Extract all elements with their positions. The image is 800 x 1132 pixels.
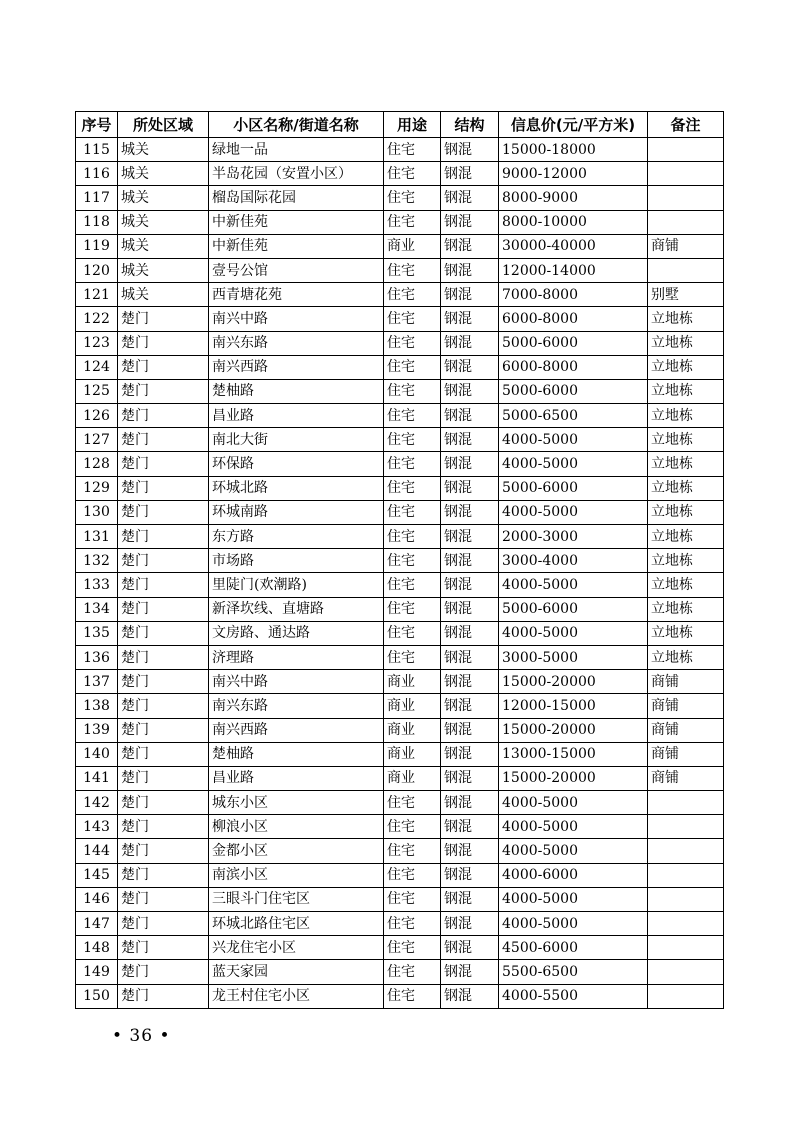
cell-structure: 钢混 [441,186,499,210]
cell-structure: 钢混 [441,573,499,597]
header-community-name: 小区名称/街道名称 [209,112,384,138]
cell-structure: 钢混 [441,718,499,742]
table-row [76,234,724,258]
cell-structure: 钢混 [441,936,499,960]
cell-index: 148 [76,936,118,960]
cell-structure: 钢混 [441,984,499,1008]
cell-remarks: 立地栋 [648,500,724,524]
cell-price: 4000-6000 [499,863,648,887]
cell-index: 127 [76,428,118,452]
cell-usage: 住宅 [384,307,441,331]
cell-structure: 钢混 [441,210,499,234]
header-district: 所处区域 [118,112,209,138]
cell-usage: 商业 [384,670,441,694]
cell-district: 楚门 [118,766,209,790]
cell-usage: 住宅 [384,379,441,403]
cell-community-name: 市场路 [209,549,384,573]
cell-remarks: 商铺 [648,670,724,694]
cell-community-name: 半岛花园（安置小区） [209,162,384,186]
cell-district: 楚门 [118,912,209,936]
cell-structure: 钢混 [441,525,499,549]
cell-index: 137 [76,670,118,694]
cell-usage: 商业 [384,234,441,258]
cell-structure: 钢混 [441,742,499,766]
cell-remarks: 立地栋 [648,355,724,379]
cell-price: 8000-10000 [499,210,648,234]
cell-community-name: 环城南路 [209,500,384,524]
cell-community-name: 中新佳苑 [209,210,384,234]
cell-index: 117 [76,186,118,210]
cell-price: 4000-5000 [499,887,648,911]
cell-price: 4000-5000 [499,912,648,936]
cell-index: 135 [76,621,118,645]
cell-index: 142 [76,791,118,815]
cell-structure: 钢混 [441,234,499,258]
cell-remarks: 别墅 [648,283,724,307]
cell-structure: 钢混 [441,404,499,428]
cell-community-name: 金都小区 [209,839,384,863]
cell-usage: 住宅 [384,549,441,573]
cell-structure: 钢混 [441,694,499,718]
cell-community-name: 柳浪小区 [209,815,384,839]
table-row [76,307,724,331]
cell-price: 4000-5500 [499,984,648,1008]
cell-price: 4000-5000 [499,573,648,597]
cell-usage: 商业 [384,766,441,790]
cell-community-name: 环保路 [209,452,384,476]
cell-district: 城关 [118,210,209,234]
cell-usage: 住宅 [384,791,441,815]
cell-community-name: 南北大街 [209,428,384,452]
cell-district: 楚门 [118,379,209,403]
table-row [76,283,724,307]
table-row [76,452,724,476]
cell-remarks: 立地栋 [648,452,724,476]
cell-index: 145 [76,863,118,887]
cell-price: 5000-6000 [499,597,648,621]
cell-usage: 住宅 [384,355,441,379]
cell-structure: 钢混 [441,912,499,936]
header-price: 信息价(元/平方米) [499,112,648,138]
cell-district: 楚门 [118,645,209,669]
cell-index: 125 [76,379,118,403]
cell-district: 城关 [118,234,209,258]
table-row [76,525,724,549]
cell-price: 2000-3000 [499,525,648,549]
cell-index: 132 [76,549,118,573]
cell-usage: 住宅 [384,887,441,911]
cell-district: 楚门 [118,670,209,694]
cell-community-name: 东方路 [209,525,384,549]
cell-structure: 钢混 [441,452,499,476]
cell-price: 3000-4000 [499,549,648,573]
cell-remarks [648,960,724,984]
cell-district: 楚门 [118,621,209,645]
cell-usage: 住宅 [384,984,441,1008]
cell-usage: 住宅 [384,960,441,984]
cell-district: 楚门 [118,597,209,621]
cell-district: 城关 [118,162,209,186]
cell-district: 楚门 [118,984,209,1008]
cell-usage: 住宅 [384,404,441,428]
page-number: • 36 • [112,1026,171,1046]
cell-remarks [648,138,724,162]
cell-usage: 住宅 [384,863,441,887]
cell-community-name: 城东小区 [209,791,384,815]
cell-remarks: 商铺 [648,742,724,766]
cell-remarks [648,186,724,210]
cell-community-name: 西青塘花苑 [209,283,384,307]
cell-remarks [648,162,724,186]
cell-remarks: 商铺 [648,234,724,258]
cell-structure: 钢混 [441,476,499,500]
cell-remarks [648,936,724,960]
cell-remarks [648,863,724,887]
cell-remarks [648,912,724,936]
cell-structure: 钢混 [441,621,499,645]
cell-price: 4000-5000 [499,815,648,839]
table-row [76,984,724,1008]
cell-price: 4000-5000 [499,621,648,645]
cell-community-name: 绿地一品 [209,138,384,162]
table-row [76,694,724,718]
cell-price: 5000-6500 [499,404,648,428]
cell-price: 12000-15000 [499,694,648,718]
cell-usage: 住宅 [384,186,441,210]
cell-district: 城关 [118,283,209,307]
cell-index: 121 [76,283,118,307]
cell-price: 4500-6000 [499,936,648,960]
cell-community-name: 文房路、通达路 [209,621,384,645]
cell-remarks: 立地栋 [648,307,724,331]
header-structure: 结构 [441,112,499,138]
cell-index: 118 [76,210,118,234]
table-row [76,815,724,839]
table-row [76,573,724,597]
cell-remarks: 立地栋 [648,525,724,549]
cell-usage: 住宅 [384,597,441,621]
cell-price: 3000-5000 [499,645,648,669]
cell-price: 13000-15000 [499,742,648,766]
cell-community-name: 南兴西路 [209,355,384,379]
cell-structure: 钢混 [441,331,499,355]
cell-index: 123 [76,331,118,355]
cell-index: 140 [76,742,118,766]
cell-structure: 钢混 [441,597,499,621]
cell-price: 5000-6000 [499,379,648,403]
cell-index: 147 [76,912,118,936]
cell-index: 150 [76,984,118,1008]
cell-community-name: 中新佳苑 [209,234,384,258]
cell-district: 楚门 [118,742,209,766]
cell-remarks: 立地栋 [648,597,724,621]
cell-district: 楚门 [118,887,209,911]
cell-structure: 钢混 [441,815,499,839]
cell-price: 5000-6000 [499,331,648,355]
cell-remarks: 立地栋 [648,331,724,355]
cell-structure: 钢混 [441,258,499,282]
cell-price: 4000-5000 [499,428,648,452]
table-row [76,960,724,984]
cell-structure: 钢混 [441,791,499,815]
cell-structure: 钢混 [441,283,499,307]
cell-structure: 钢混 [441,549,499,573]
cell-index: 144 [76,839,118,863]
cell-district: 城关 [118,258,209,282]
cell-remarks: 立地栋 [648,476,724,500]
cell-district: 楚门 [118,694,209,718]
cell-index: 138 [76,694,118,718]
table-row [76,645,724,669]
cell-remarks [648,984,724,1008]
table-row [76,766,724,790]
cell-community-name: 里陡门(欢潮路) [209,573,384,597]
cell-usage: 住宅 [384,138,441,162]
cell-community-name: 楚柚路 [209,742,384,766]
cell-remarks: 立地栋 [648,573,724,597]
cell-community-name: 环城北路 [209,476,384,500]
cell-structure: 钢混 [441,645,499,669]
cell-community-name: 济理路 [209,645,384,669]
cell-structure: 钢混 [441,500,499,524]
cell-index: 134 [76,597,118,621]
cell-index: 131 [76,525,118,549]
table-row [76,258,724,282]
cell-remarks [648,815,724,839]
cell-community-name: 新泽坎线、直塘路 [209,597,384,621]
cell-usage: 商业 [384,694,441,718]
cell-remarks: 商铺 [648,718,724,742]
table-row [76,138,724,162]
cell-price: 30000-40000 [499,234,648,258]
table-row [76,621,724,645]
cell-index: 130 [76,500,118,524]
cell-usage: 住宅 [384,428,441,452]
cell-price: 9000-12000 [499,162,648,186]
table-row [76,428,724,452]
cell-usage: 住宅 [384,525,441,549]
cell-index: 136 [76,645,118,669]
cell-price: 8000-9000 [499,186,648,210]
cell-usage: 住宅 [384,210,441,234]
cell-index: 124 [76,355,118,379]
cell-structure: 钢混 [441,960,499,984]
cell-usage: 住宅 [384,331,441,355]
table-row [76,912,724,936]
cell-district: 楚门 [118,573,209,597]
table-row [76,597,724,621]
cell-usage: 住宅 [384,621,441,645]
cell-district: 楚门 [118,428,209,452]
table-header-row [76,112,724,138]
cell-district: 楚门 [118,863,209,887]
cell-remarks: 立地栋 [648,379,724,403]
table-row [76,162,724,186]
cell-remarks: 商铺 [648,766,724,790]
cell-index: 141 [76,766,118,790]
cell-remarks: 立地栋 [648,404,724,428]
cell-structure: 钢混 [441,355,499,379]
cell-index: 139 [76,718,118,742]
cell-structure: 钢混 [441,307,499,331]
cell-community-name: 南滨小区 [209,863,384,887]
cell-index: 115 [76,138,118,162]
cell-price: 4000-5000 [499,500,648,524]
cell-structure: 钢混 [441,670,499,694]
cell-price: 5000-6000 [499,476,648,500]
table-row [76,500,724,524]
cell-district: 楚门 [118,500,209,524]
cell-district: 楚门 [118,791,209,815]
table-row [76,404,724,428]
cell-remarks [648,258,724,282]
table-row [76,210,724,234]
table-row [76,355,724,379]
cell-district: 楚门 [118,960,209,984]
header-index: 序号 [76,112,118,138]
cell-structure: 钢混 [441,162,499,186]
cell-community-name: 榴岛国际花园 [209,186,384,210]
cell-index: 146 [76,887,118,911]
table-row [76,331,724,355]
cell-district: 楚门 [118,331,209,355]
cell-price: 15000-20000 [499,670,648,694]
table-row [76,670,724,694]
cell-structure: 钢混 [441,863,499,887]
cell-usage: 住宅 [384,815,441,839]
cell-remarks: 立地栋 [648,645,724,669]
cell-structure: 钢混 [441,766,499,790]
table-row [76,549,724,573]
cell-price: 15000-18000 [499,138,648,162]
cell-district: 楚门 [118,525,209,549]
cell-district: 楚门 [118,718,209,742]
cell-usage: 商业 [384,718,441,742]
cell-community-name: 南兴中路 [209,307,384,331]
cell-price: 4000-5000 [499,791,648,815]
cell-usage: 住宅 [384,258,441,282]
cell-price: 15000-20000 [499,766,648,790]
cell-index: 143 [76,815,118,839]
cell-remarks: 立地栋 [648,549,724,573]
cell-district: 城关 [118,138,209,162]
cell-remarks [648,791,724,815]
cell-community-name: 环城北路住宅区 [209,912,384,936]
cell-structure: 钢混 [441,428,499,452]
cell-district: 楚门 [118,476,209,500]
cell-district: 楚门 [118,404,209,428]
cell-community-name: 南兴中路 [209,670,384,694]
table-body [76,138,724,1009]
cell-index: 116 [76,162,118,186]
cell-index: 149 [76,960,118,984]
cell-index: 128 [76,452,118,476]
cell-index: 122 [76,307,118,331]
cell-price: 6000-8000 [499,355,648,379]
table-row [76,718,724,742]
table-row [76,186,724,210]
table-row [76,791,724,815]
cell-price: 15000-20000 [499,718,648,742]
cell-community-name: 昌业路 [209,404,384,428]
cell-district: 楚门 [118,815,209,839]
cell-remarks [648,839,724,863]
cell-remarks: 商铺 [648,694,724,718]
cell-district: 楚门 [118,307,209,331]
cell-district: 楚门 [118,452,209,476]
cell-structure: 钢混 [441,138,499,162]
cell-community-name: 壹号公馆 [209,258,384,282]
cell-district: 楚门 [118,839,209,863]
cell-structure: 钢混 [441,887,499,911]
cell-usage: 住宅 [384,912,441,936]
cell-index: 129 [76,476,118,500]
cell-usage: 住宅 [384,162,441,186]
cell-usage: 住宅 [384,476,441,500]
cell-community-name: 楚柚路 [209,379,384,403]
cell-community-name: 南兴东路 [209,694,384,718]
table-row [76,936,724,960]
price-table [75,111,724,1009]
table-row [76,476,724,500]
cell-price: 4000-5000 [499,452,648,476]
cell-district: 楚门 [118,549,209,573]
cell-index: 119 [76,234,118,258]
cell-community-name: 南兴东路 [209,331,384,355]
cell-community-name: 三眼斗门住宅区 [209,887,384,911]
cell-remarks [648,210,724,234]
table-row [76,887,724,911]
cell-usage: 住宅 [384,645,441,669]
cell-remarks [648,887,724,911]
cell-usage: 住宅 [384,500,441,524]
header-usage: 用途 [384,112,441,138]
cell-price: 7000-8000 [499,283,648,307]
cell-district: 楚门 [118,936,209,960]
cell-price: 4000-5000 [499,839,648,863]
cell-index: 120 [76,258,118,282]
cell-community-name: 昌业路 [209,766,384,790]
header-remarks: 备注 [648,112,724,138]
table-row [76,839,724,863]
table-row [76,863,724,887]
cell-community-name: 蓝天家园 [209,960,384,984]
cell-community-name: 兴龙住宅小区 [209,936,384,960]
cell-index: 133 [76,573,118,597]
table-row [76,742,724,766]
cell-community-name: 南兴西路 [209,718,384,742]
cell-district: 城关 [118,186,209,210]
cell-usage: 商业 [384,742,441,766]
cell-remarks: 立地栋 [648,621,724,645]
cell-price: 6000-8000 [499,307,648,331]
cell-usage: 住宅 [384,452,441,476]
cell-price: 12000-14000 [499,258,648,282]
cell-structure: 钢混 [441,839,499,863]
cell-remarks: 立地栋 [648,428,724,452]
cell-district: 楚门 [118,355,209,379]
cell-price: 5500-6500 [499,960,648,984]
cell-structure: 钢混 [441,379,499,403]
cell-index: 126 [76,404,118,428]
table-row [76,379,724,403]
cell-usage: 住宅 [384,839,441,863]
cell-usage: 住宅 [384,283,441,307]
cell-community-name: 龙王村住宅小区 [209,984,384,1008]
cell-usage: 住宅 [384,936,441,960]
cell-usage: 住宅 [384,573,441,597]
